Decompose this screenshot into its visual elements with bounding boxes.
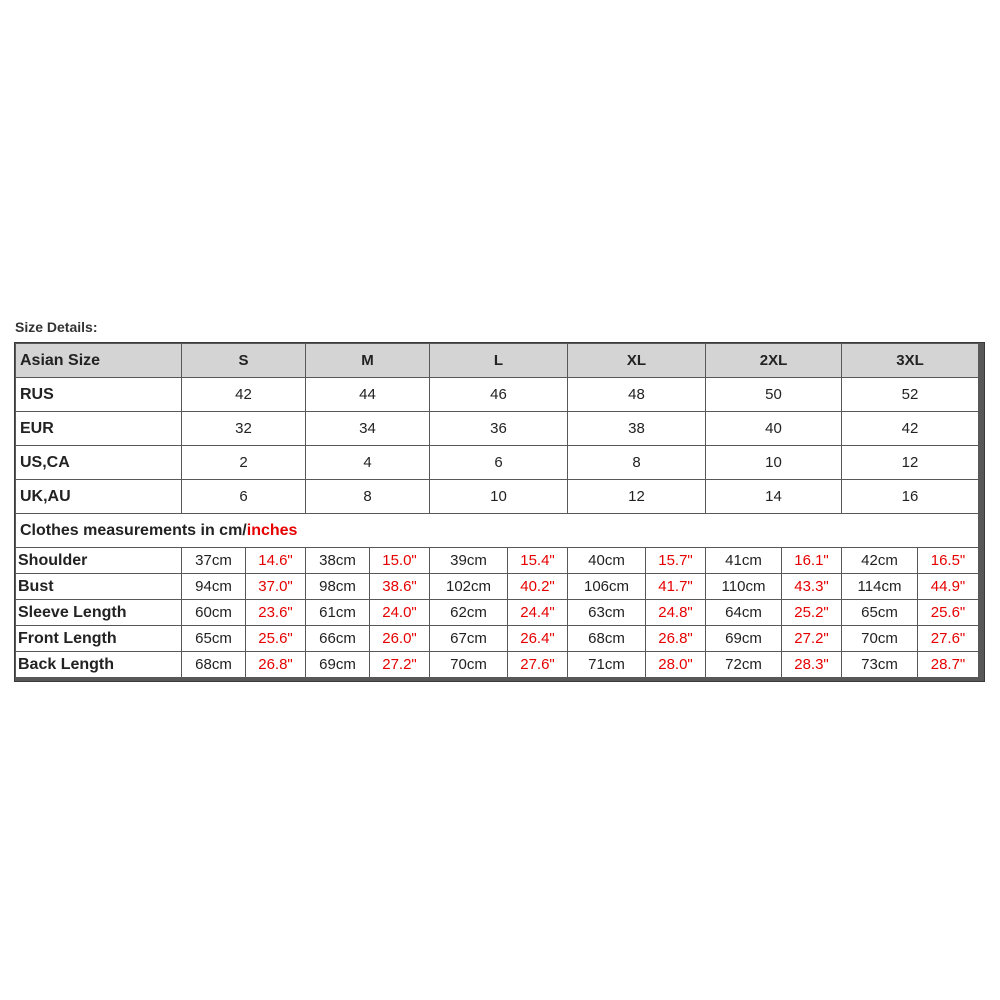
row-label: RUS	[16, 378, 181, 411]
measure-inch: 41.7"	[646, 574, 705, 599]
measure-cm: 40cm	[568, 548, 645, 573]
measure-cm: 106cm	[568, 574, 645, 599]
measure-cm: 67cm	[430, 626, 507, 651]
header-size-2xl: 2XL	[706, 344, 841, 377]
size-value: 8	[306, 480, 429, 513]
row-label: US,CA	[16, 446, 181, 479]
measure-inch: 25.2"	[782, 600, 841, 625]
measure-inch: 37.0"	[246, 574, 305, 599]
measure-cm: 39cm	[430, 548, 507, 573]
size-value: 12	[568, 480, 705, 513]
measure-inch: 27.2"	[370, 652, 429, 677]
size-value: 4	[306, 446, 429, 479]
header-size-xl: XL	[568, 344, 705, 377]
measure-inch: 27.2"	[782, 626, 841, 651]
measure-inch: 26.4"	[508, 626, 567, 651]
size-value: 36	[430, 412, 567, 445]
measure-cm: 62cm	[430, 600, 507, 625]
measure-label: Sleeve Length	[16, 600, 181, 625]
measure-cm: 41cm	[706, 548, 781, 573]
measure-cm: 68cm	[182, 652, 245, 677]
row-label: UK,AU	[16, 480, 181, 513]
measure-inch: 15.0"	[370, 548, 429, 573]
size-value: 6	[430, 446, 567, 479]
measure-inch: 40.2"	[508, 574, 567, 599]
measure-cm: 73cm	[842, 652, 917, 677]
measure-inch: 15.4"	[508, 548, 567, 573]
measure-inch: 26.0"	[370, 626, 429, 651]
measure-label: Back Length	[16, 652, 181, 677]
size-value: 2	[182, 446, 305, 479]
size-value: 34	[306, 412, 429, 445]
measure-inch: 14.6"	[246, 548, 305, 573]
measure-cm: 64cm	[706, 600, 781, 625]
measure-cm: 69cm	[706, 626, 781, 651]
measure-inch: 27.6"	[918, 626, 978, 651]
measure-cm: 72cm	[706, 652, 781, 677]
size-value: 42	[842, 412, 978, 445]
measure-inch: 44.9"	[918, 574, 978, 599]
measure-cm: 114cm	[842, 574, 917, 599]
measure-inch: 38.6"	[370, 574, 429, 599]
measure-cm: 68cm	[568, 626, 645, 651]
measure-label: Front Length	[16, 626, 181, 651]
size-details-caption: Size Details:	[15, 319, 98, 335]
measure-inch: 15.7"	[646, 548, 705, 573]
size-value: 48	[568, 378, 705, 411]
measure-cm: 65cm	[182, 626, 245, 651]
size-value: 46	[430, 378, 567, 411]
measure-cm: 60cm	[182, 600, 245, 625]
measure-cm: 63cm	[568, 600, 645, 625]
measure-inch: 27.6"	[508, 652, 567, 677]
measure-inch: 26.8"	[246, 652, 305, 677]
measure-inch: 24.4"	[508, 600, 567, 625]
measure-cm: 110cm	[706, 574, 781, 599]
header-size-l: L	[430, 344, 567, 377]
size-value: 40	[706, 412, 841, 445]
measure-inch: 28.3"	[782, 652, 841, 677]
header-size-m: M	[306, 344, 429, 377]
measure-inch: 24.0"	[370, 600, 429, 625]
size-value: 16	[842, 480, 978, 513]
size-value: 14	[706, 480, 841, 513]
size-chart-table	[14, 342, 985, 682]
measure-inch: 28.7"	[918, 652, 978, 677]
measure-cm: 70cm	[430, 652, 507, 677]
measure-inch: 16.5"	[918, 548, 978, 573]
measure-cm: 102cm	[430, 574, 507, 599]
measurements-heading	[16, 514, 978, 547]
row-label: EUR	[16, 412, 181, 445]
header-size-s: S	[182, 344, 305, 377]
size-value: 32	[182, 412, 305, 445]
size-value: 42	[182, 378, 305, 411]
measure-inch: 26.8"	[646, 626, 705, 651]
size-value: 10	[430, 480, 567, 513]
size-value: 10	[706, 446, 841, 479]
measure-cm: 98cm	[306, 574, 369, 599]
size-value: 6	[182, 480, 305, 513]
header-size-3xl: 3XL	[842, 344, 978, 377]
measure-cm: 61cm	[306, 600, 369, 625]
measure-cm: 70cm	[842, 626, 917, 651]
measure-label: Bust	[16, 574, 181, 599]
measure-inch: 43.3"	[782, 574, 841, 599]
measure-cm: 94cm	[182, 574, 245, 599]
measure-inch: 16.1"	[782, 548, 841, 573]
measure-cm: 66cm	[306, 626, 369, 651]
size-value: 8	[568, 446, 705, 479]
measure-cm: 71cm	[568, 652, 645, 677]
measure-inch: 23.6"	[246, 600, 305, 625]
size-value: 52	[842, 378, 978, 411]
size-value: 38	[568, 412, 705, 445]
header-asian-size: Asian Size	[16, 344, 181, 377]
measure-inch: 25.6"	[246, 626, 305, 651]
measure-inch: 25.6"	[918, 600, 978, 625]
measure-cm: 38cm	[306, 548, 369, 573]
measure-cm: 65cm	[842, 600, 917, 625]
size-value: 12	[842, 446, 978, 479]
measure-inch: 28.0"	[646, 652, 705, 677]
measure-cm: 42cm	[842, 548, 917, 573]
measurements-heading-text: Clothes measurements in cm/	[20, 521, 247, 539]
measure-label: Shoulder	[16, 548, 181, 573]
measure-cm: 37cm	[182, 548, 245, 573]
size-value: 50	[706, 378, 841, 411]
measure-cm: 69cm	[306, 652, 369, 677]
measure-inch: 24.8"	[646, 600, 705, 625]
size-value: 44	[306, 378, 429, 411]
measurements-heading-unit: inches	[246, 521, 298, 539]
